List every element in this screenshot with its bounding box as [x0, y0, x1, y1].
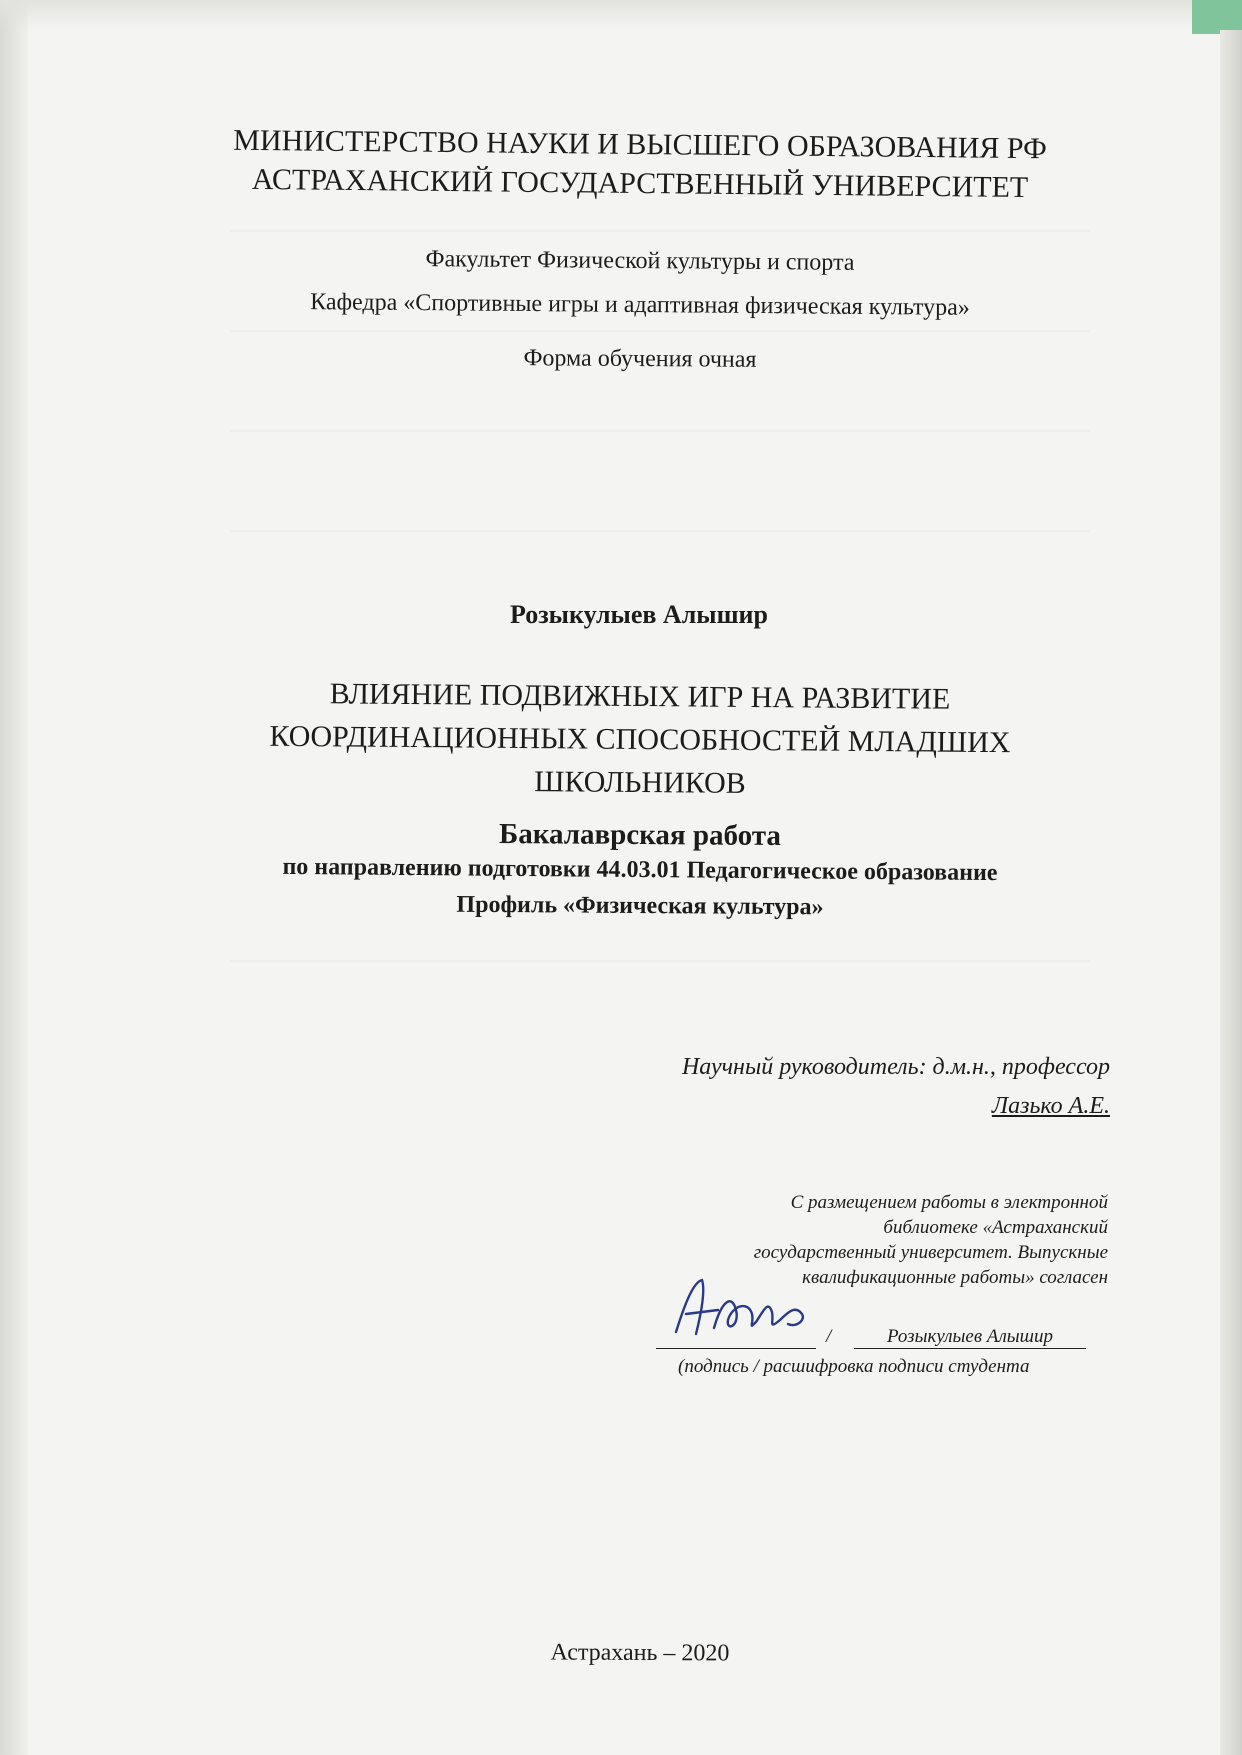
- consent-line-3: государственный университет. Выпускные: [753, 1242, 1108, 1263]
- study-direction: по направлению подготовки 44.03.01 Педагогическое образование: [282, 853, 998, 887]
- bleed-through-line: [230, 330, 1090, 332]
- ministry-heading: МИНИСТЕРСТВО НАУКИ И ВЫСШЕГО ОБРАЗОВАНИЯ РФ: [233, 123, 1047, 166]
- bleed-through-line: [230, 960, 1090, 962]
- bleed-through-line: [230, 430, 1090, 432]
- page-stack-edge: [1220, 30, 1242, 1755]
- city-year: Астрахань – 2020: [550, 1639, 730, 1667]
- title-page: [60, 0, 1220, 1755]
- department-line: Кафедра «Спортивные игры и адаптивная физическая культура»: [310, 289, 970, 321]
- supervisor-label: Научный руководитель: д.м.н., профессор: [681, 1054, 1110, 1080]
- study-form-line: Форма обучения очная: [523, 345, 757, 373]
- consent-line-4: квалификационные работы» согласен: [802, 1267, 1108, 1288]
- signature-separator: /: [826, 1326, 832, 1347]
- university-heading: АСТРАХАНСКИЙ ГОСУДАРСТВЕННЫЙ УНИВЕРСИТЕТ: [251, 162, 1029, 205]
- work-type: Бакалаврская работа: [498, 818, 782, 852]
- scan-left-edge: [0, 0, 28, 1755]
- bleed-through-line: [230, 530, 1090, 532]
- signature-caption: (подпись / расшифровка подписи студента: [678, 1356, 1030, 1377]
- consent-line-1: С размещением работы в электронной: [790, 1192, 1108, 1213]
- study-profile: Профиль «Физическая культура»: [456, 891, 824, 921]
- thesis-title-line-2: КООРДИНАЦИОННЫХ СПОСОБНОСТЕЙ МЛАДШИХ: [269, 719, 1011, 760]
- handwritten-signature: [656, 1270, 846, 1350]
- faculty-line: Факультет Физической культуры и спорта: [425, 246, 855, 276]
- bleed-through-line: [230, 230, 1090, 232]
- author-name: Розыкулыев Алышир: [510, 600, 768, 629]
- student-name-decoded: Розыкулыев Алышир: [854, 1326, 1086, 1349]
- supervisor-name: Лазько А.Е.: [991, 1093, 1110, 1119]
- consent-line-2: библиотеке «Астраханский: [883, 1217, 1108, 1238]
- thesis-title-line-3: ШКОЛЬНИКОВ: [534, 765, 746, 800]
- thesis-title-line-1: ВЛИЯНИЕ ПОДВИЖНЫХ ИГР НА РАЗВИТИЕ: [329, 677, 951, 716]
